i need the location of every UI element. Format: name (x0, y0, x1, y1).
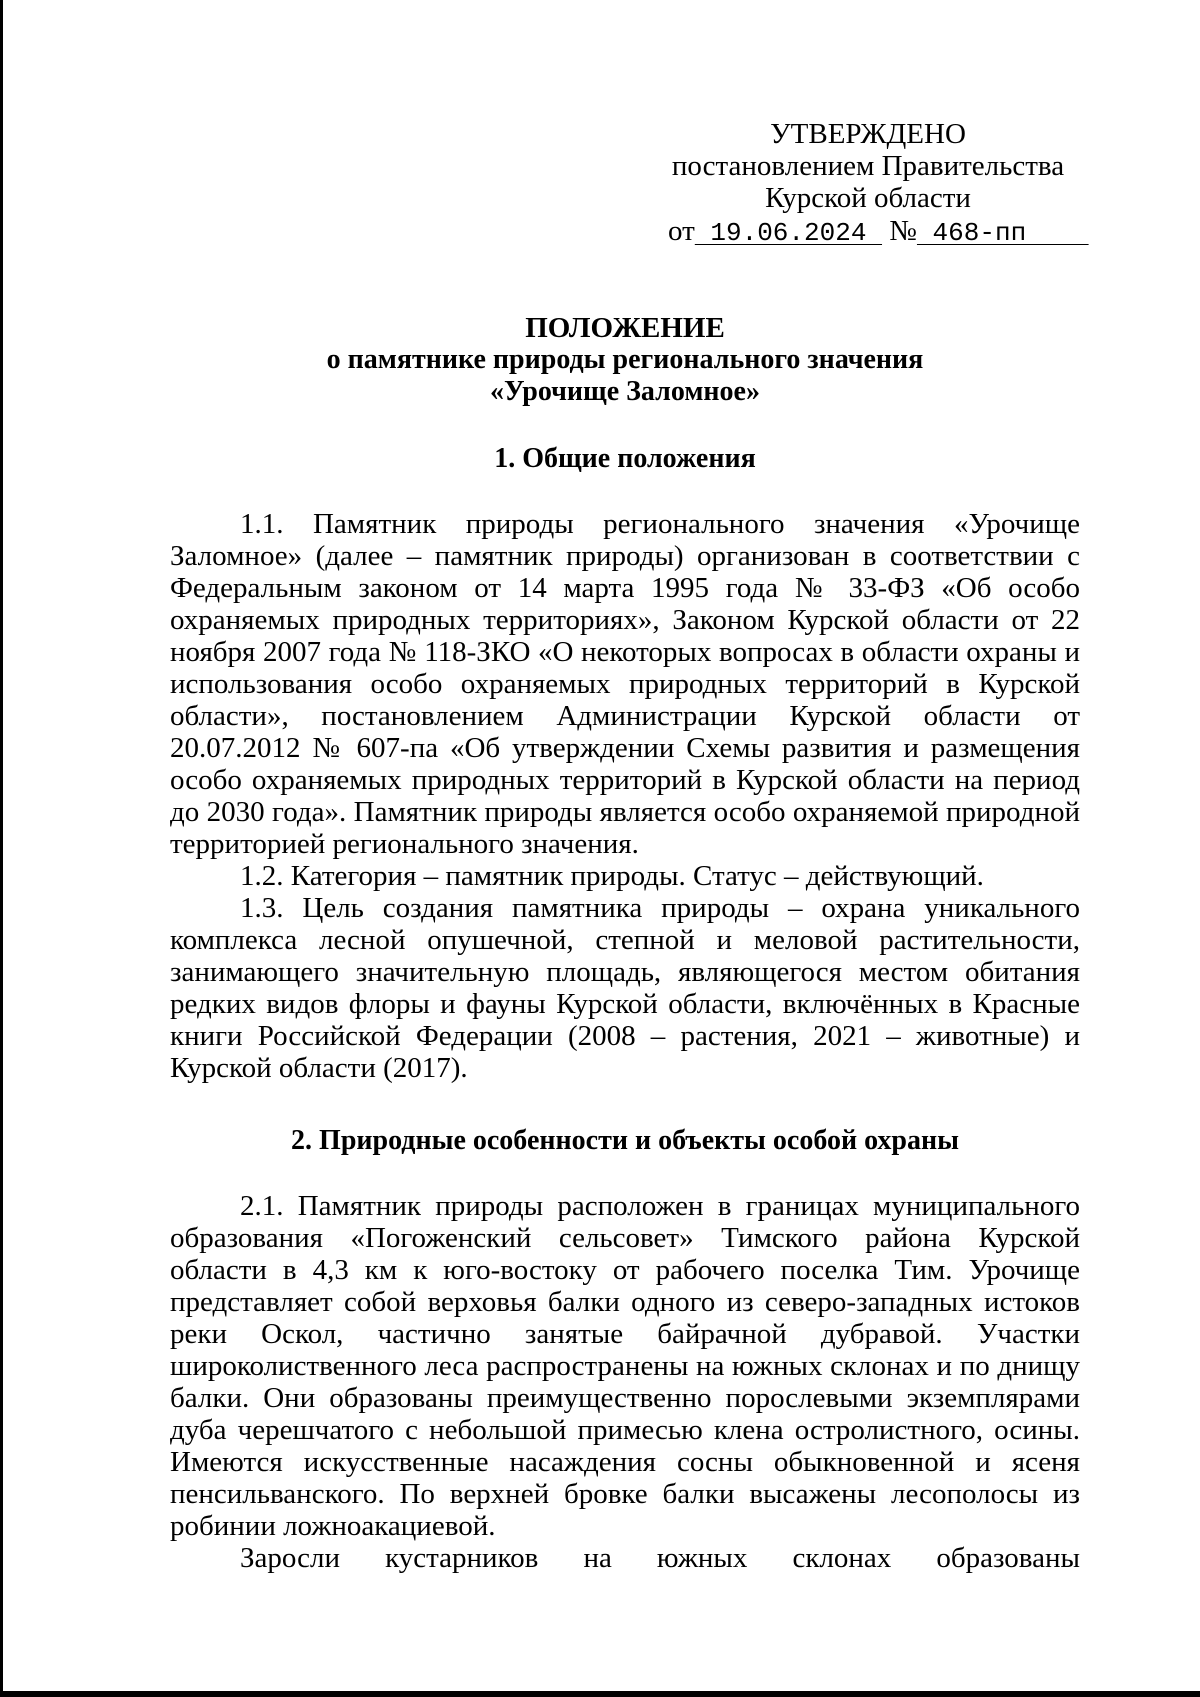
scan-edge-left (0, 0, 3, 1697)
document-title: ПОЛОЖЕНИЕ (525, 312, 725, 344)
document-subtitle-line-1: о памятнике природы регионального значения (326, 344, 924, 375)
approval-date-line (668, 215, 1089, 249)
paragraph-2-1-continuation: Заросли кустарников на южных склонах образованы (240, 1542, 1080, 1574)
approval-authority-line-2: Курской области (765, 182, 971, 214)
number-prefix: № (889, 215, 917, 247)
date-prefix: от (668, 215, 695, 247)
section-heading-general: 1. Общие положения (494, 443, 756, 474)
paragraph-1-1: 1.1. Памятник природы регионального значения «Урочище Заломное» (далее – памятник природы) организован в соответствии с Федеральным законом от 14 марта 1995 года № 33-ФЗ «Об особо охраняемых природных территориях», Законом Курской области от 22 ноября 2007 года № 118-ЗКО «О некоторых вопросах в области охраны и использования особо охраняемых природных территорий в Курской области», постановлением Администрации Курской области от 20.07.2012 № 607-па «Об утверждении Схемы развития и размещения особо охраняемых природных территорий в Курской области на период до 2030 года». Памятник природы является особо охраняемой природной территорией регионального значения. (170, 508, 1080, 860)
paragraph-1-3: 1.3. Цель создания памятника природы – охрана уникального комплекса лесной опушечной, степной и меловой растительности, занимающего значительную площадь, являющегося местом обитания редких видов флоры и фауны Курской области, включённых в Красные книги Российской Федерации (2008 – растения, 2021 – животные) и Курской области (2017). (170, 892, 1080, 1084)
section-heading-natural-features: 2. Природные особенности и объекты особой охраны (291, 1125, 959, 1156)
paragraph-2-1: 2.1. Памятник природы расположен в границах муниципального образования «Погоженский сельсовет» Тимского района Курской области в 4,3 км к юго-востоку от рабочего поселка Тим. Урочище представляет собой верховья балки одного из северо-западных истоков реки Оскол, частично занятые байрачной дубравой. Участки широколиственного леса распространены на южных склонах и по днищу балки. Они образованы преимущественно порослевыми экземплярами дуба черешчатого с небольшой примесью клена остролистного, осины. Имеются искусственные насаждения сосны обыкновенной и ясеня пенсильванского. По верхней бровке балки высажены лесополосы из робинии ложноакациевой. (170, 1190, 1080, 1542)
approval-authority-line-1: постановлением Правительства (671, 150, 1065, 182)
approval-block (668, 118, 1089, 249)
approval-date: 19.06.2024 (694, 218, 883, 248)
section-general-body (170, 508, 1080, 1084)
scan-edge-bottom (0, 1691, 1200, 1697)
document-subtitle-line-2: «Урочище Заломное» (490, 376, 760, 407)
approval-number: 468-пп (916, 218, 1089, 248)
paragraph-1-2: 1.2. Категория – памятник природы. Статус – действующий. (240, 860, 984, 892)
approval-heading: УТВЕРЖДЕНО (770, 118, 966, 150)
section-natural-features-body (170, 1190, 1080, 1574)
document-title-block (170, 312, 1080, 408)
